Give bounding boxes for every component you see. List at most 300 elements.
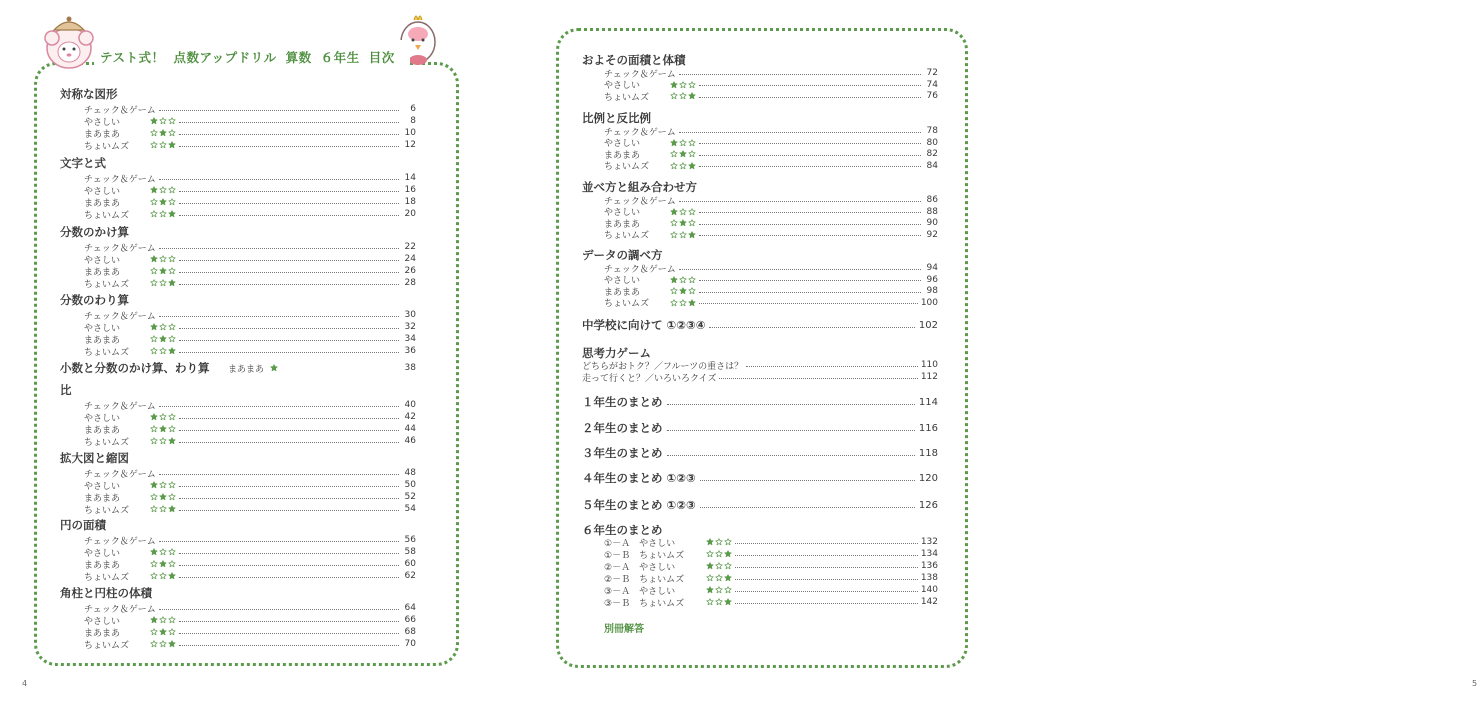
empty-flower-icon [150,560,158,568]
leader-dots [699,85,921,86]
section-title[interactable]: 拡大図と縮図 [60,451,129,465]
toc-row[interactable] [84,139,416,151]
leader-dots [179,191,399,192]
toc-row[interactable] [582,359,938,371]
leader-dots [667,404,915,405]
leader-dots [159,179,399,180]
empty-flower-icon [150,129,158,137]
leader-dots [667,430,915,431]
leader-dots [179,633,399,634]
toc-row[interactable] [582,371,938,383]
empty-flower-icon [159,505,167,513]
toc-row[interactable] [84,626,416,638]
leader-dots [699,235,921,236]
toc-row[interactable] [84,208,416,220]
empty-flower-icon [159,413,167,421]
toc-row[interactable] [84,115,416,127]
filled-flower-icon [670,276,678,284]
empty-flower-icon [150,347,158,355]
filled-flower-icon [168,141,176,149]
leader-dots [179,418,399,419]
difficulty-stars [670,139,696,147]
section-title[interactable]: 分数のわり算 [60,293,129,307]
leader-dots [179,486,399,487]
difficulty-stars [150,572,176,580]
leader-dots [746,366,918,367]
leader-dots [179,122,399,123]
toc-row[interactable] [228,362,416,374]
row-label: ３年生のまとめ [582,446,663,460]
page-ref: 70 [404,639,416,649]
leader-dots [179,272,399,273]
leader-dots [179,498,399,499]
page-ref: 116 [918,422,938,434]
toc-big-row[interactable] [582,497,938,513]
empty-flower-icon [159,255,167,263]
leader-dots [159,316,399,317]
leader-dots [179,645,399,646]
empty-flower-icon [150,210,158,218]
header-title-a: テスト式！ [100,50,165,65]
page-ref: 96 [926,274,938,285]
page-ref: 100 [920,297,938,308]
filled-flower-icon [168,572,176,580]
leader-dots [679,201,921,202]
page-ref: 92 [926,229,938,240]
empty-flower-icon [159,437,167,445]
page-ref: 80 [926,137,938,148]
section-title[interactable]: 円の面積 [60,518,106,532]
row-label: チェック＆ゲーム [84,243,156,254]
row-label: チェック＆ゲーム [604,264,676,275]
leader-dots [179,328,399,329]
row-label: まあまあ [84,493,121,504]
difficulty-stars [670,219,696,227]
section-title[interactable]: ６年生のまとめ [582,523,663,537]
row-label: ４年生のまとめ ①②③ [582,471,696,485]
page-ref: 46 [404,436,416,446]
filled-flower-icon [270,364,278,372]
empty-flower-icon [159,548,167,556]
page-ref: 114 [918,396,938,408]
row-label: やさしい [604,208,641,218]
empty-flower-icon [150,279,158,287]
page-ref: 22 [404,242,416,252]
toc-row[interactable] [84,172,416,184]
row-label: まあまあ [84,129,121,140]
page-ref: 88 [926,206,938,217]
row-label: やさしい [84,186,121,197]
row-label: まあまあ [604,287,641,298]
alpaca-mascot-icon [42,14,96,76]
page-ref: 142 [920,597,938,607]
toc-row[interactable] [84,277,416,289]
page-ref: 40 [404,400,416,410]
empty-flower-icon [168,255,176,263]
empty-flower-icon [168,628,176,636]
row-label: チェック＆ゲーム [84,536,156,547]
difficulty-stars [150,210,176,218]
leader-dots [735,603,918,604]
leader-dots [179,510,399,511]
toc-big-row[interactable] [582,445,938,461]
toc-big-row[interactable] [582,420,938,436]
empty-flower-icon [168,616,176,624]
row-label: ①－Ｂ ちょいムズ [604,550,685,561]
row-label: １年生のまとめ [582,395,663,409]
empty-flower-icon [150,505,158,513]
filled-flower-icon [706,586,714,594]
toc-row[interactable] [84,399,416,411]
empty-flower-icon [706,550,714,558]
row-label: ちょいムズ [604,231,650,241]
page-ref: 44 [404,424,416,434]
toc-row[interactable] [604,572,938,584]
page-ref: 126 [918,499,938,511]
section-title[interactable]: データの調べ方 [582,248,663,262]
empty-flower-icon [150,198,158,206]
page-ref: 102 [918,319,938,331]
leader-dots [179,284,399,285]
row-label: ①－Ａ やさしい [604,538,676,549]
difficulty-stars [150,437,176,445]
empty-flower-icon [679,276,687,284]
difficulty-stars [706,538,732,546]
empty-flower-icon [150,640,158,648]
empty-flower-icon [679,208,687,216]
empty-flower-icon [168,267,176,275]
filled-flower-icon [159,129,167,137]
toc-row[interactable] [84,479,416,491]
filled-flower-icon [150,481,158,489]
toc-row[interactable] [84,546,416,558]
empty-flower-icon [168,129,176,137]
page-ref: 134 [920,549,938,559]
row-label: チェック＆ゲーム [84,105,156,116]
leader-dots [179,553,399,554]
leader-dots [699,292,921,293]
page-ref: 112 [920,372,938,382]
page-ref: 6 [410,104,416,114]
empty-flower-icon [168,425,176,433]
empty-flower-icon [670,162,678,170]
page-ref: 16 [404,185,416,195]
page-ref: 74 [926,79,938,90]
leader-dots [699,280,921,281]
empty-flower-icon [670,287,678,295]
empty-flower-icon [150,437,158,445]
row-label: チェック＆ゲーム [604,69,676,80]
page-ref: 10 [404,128,416,138]
row-label: チェック＆ゲーム [84,311,156,322]
toc-row[interactable] [604,560,938,572]
filled-flower-icon [688,92,696,100]
difficulty-stars [150,141,176,149]
page-ref: 82 [926,149,938,159]
page-ref: 14 [404,173,416,183]
filled-flower-icon [688,299,696,307]
header-title-c: 算数 [285,50,312,65]
empty-flower-icon [168,323,176,331]
filled-flower-icon [670,139,678,147]
page-ref: 138 [920,573,938,583]
difficulty-stars [150,129,176,137]
filled-flower-icon [150,255,158,263]
toc-row[interactable] [84,423,416,435]
page-ref: 12 [404,140,416,150]
filled-flower-icon [150,323,158,331]
filled-flower-icon [724,574,732,582]
empty-flower-icon [150,572,158,580]
difficulty-stars [670,299,696,307]
empty-flower-icon [715,562,723,570]
difficulty-stars [150,267,176,275]
difficulty-stars [150,640,176,648]
section-title[interactable]: 角柱と円柱の体積 [60,586,152,600]
leader-dots [179,442,399,443]
toc-row[interactable] [84,265,416,277]
empty-flower-icon [150,335,158,343]
filled-flower-icon [159,560,167,568]
toc-big-row[interactable] [582,394,938,410]
difficulty-stars [150,628,176,636]
page-ref: 60 [404,559,416,569]
leader-dots [735,543,918,544]
filled-flower-icon [670,208,678,216]
empty-flower-icon [168,548,176,556]
section-title[interactable]: 比 [60,383,72,397]
toc-row[interactable] [84,435,416,447]
page-ref: 68 [404,627,416,637]
toc-row[interactable] [604,90,938,102]
row-label: ２年生のまとめ [582,421,663,435]
filled-flower-icon [159,493,167,501]
row-label: 中学校に向けて ①②③④ [582,318,706,332]
difficulty-stars [150,117,176,125]
toc-row[interactable] [84,321,416,333]
toc-row[interactable] [84,309,416,321]
empty-flower-icon [724,562,732,570]
row-label: まあまあ [604,150,641,161]
page-ref: 50 [404,480,416,490]
row-label: チェック＆ゲーム [604,127,676,138]
leader-dots [159,474,399,475]
empty-flower-icon [159,323,167,331]
page-ref: 54 [404,504,416,514]
empty-flower-icon [168,117,176,125]
toc-row[interactable] [84,196,416,208]
section-title[interactable]: 比例と反比例 [582,111,651,125]
filled-flower-icon [159,425,167,433]
header-title-e: 目次 [368,50,395,65]
leader-dots [699,155,921,156]
toc-row[interactable] [84,558,416,570]
row-label: まあまあ [84,335,121,346]
empty-flower-icon [168,481,176,489]
toc-row[interactable] [604,160,938,172]
difficulty-stars [706,598,732,606]
page-number-right: 5 [1472,679,1477,688]
toc-row[interactable] [604,229,938,241]
page-ref: 36 [404,346,416,356]
section-title[interactable]: 分数のかけ算 [60,225,129,239]
section-title[interactable]: 並べ方と組み合わせ方 [582,180,697,194]
leader-dots [679,74,921,75]
empty-flower-icon [159,186,167,194]
page-ref: 90 [926,218,938,228]
empty-flower-icon [679,162,687,170]
empty-flower-icon [679,231,687,239]
leader-dots [179,134,399,135]
toc-row[interactable] [84,491,416,503]
section-title[interactable]: 小数と分数のかけ算、わり算 [60,361,210,375]
filled-flower-icon [150,117,158,125]
empty-flower-icon [715,574,723,582]
leader-dots [700,507,915,508]
difficulty-stars [150,493,176,501]
filled-flower-icon [168,210,176,218]
page-ref: 32 [404,322,416,332]
leader-dots [179,352,399,353]
toc-row[interactable] [84,127,416,139]
difficulty-stars [150,323,176,331]
toc-row[interactable] [84,345,416,357]
row-label: まあまあ [604,219,641,230]
row-label: まあまあ [84,628,121,639]
toc-row[interactable] [604,548,938,560]
empty-flower-icon [159,481,167,489]
row-label: ５年生のまとめ ①②③ [582,498,696,512]
row-label: やさしい [84,413,121,424]
page-ref: 136 [920,561,938,571]
leader-dots [159,248,399,249]
filled-flower-icon [706,538,714,546]
row-label: やさしい [84,255,121,266]
filled-flower-icon [150,186,158,194]
row-label: やさしい [84,481,121,492]
toc-row[interactable] [84,411,416,423]
page-ref: 34 [404,334,416,344]
row-label: どちらがおトク？／フルーツの重さは？ [582,361,744,372]
difficulty-stars [150,425,176,433]
row-label: ちょいムズ [604,162,650,172]
difficulty-stars [150,255,176,263]
page-ref: 8 [410,116,416,126]
empty-flower-icon [670,150,678,158]
toc-row[interactable] [84,253,416,265]
toc-row[interactable] [84,241,416,253]
toc-row[interactable] [84,570,416,582]
page-ref: 66 [404,615,416,625]
filled-flower-icon [159,335,167,343]
toc-row[interactable] [604,536,938,548]
leader-dots [735,567,918,568]
empty-flower-icon [715,598,723,606]
empty-flower-icon [706,574,714,582]
empty-flower-icon [688,276,696,284]
filled-flower-icon [688,162,696,170]
toc-big-row[interactable] [582,470,938,486]
filled-flower-icon [679,287,687,295]
row-label: ちょいムズ [84,279,130,290]
row-label: やさしい [84,117,121,128]
section-title[interactable]: 対称な図形 [60,87,118,101]
row-label: チェック＆ゲーム [604,196,676,207]
toc-row[interactable] [84,503,416,515]
answer-label[interactable]: 別冊解答 [604,624,644,635]
page-ref: 76 [926,91,938,101]
difficulty-stars [670,162,696,170]
section-title[interactable]: 思考力ゲーム [582,346,651,360]
page-ref: 28 [404,278,416,288]
toc-row[interactable] [604,297,938,309]
leader-dots [735,555,918,556]
leader-dots [159,406,399,407]
row-label: チェック＆ゲーム [84,401,156,412]
row-label: やさしい [604,81,641,91]
toc-big-row[interactable] [582,317,938,333]
difficulty-stars [150,413,176,421]
page-ref: 72 [926,68,938,78]
empty-flower-icon [150,267,158,275]
page-ref: 86 [926,195,938,205]
filled-flower-icon [724,550,732,558]
leader-dots [700,480,915,481]
row-label: まあまあ [84,267,121,278]
leader-dots [159,609,399,610]
difficulty-stars [670,92,696,100]
toc-row[interactable] [604,596,938,608]
row-label: ちょいムズ [84,210,130,221]
empty-flower-icon [679,81,687,89]
page-ref: 132 [920,537,938,547]
empty-flower-icon [715,586,723,594]
page-ref: 56 [404,535,416,545]
section-title[interactable]: およその面積と体積 [582,53,686,67]
filled-flower-icon [150,413,158,421]
leader-dots [699,224,921,225]
difficulty-stars [670,231,696,239]
section-title[interactable]: 文字と式 [60,156,106,170]
empty-flower-icon [159,141,167,149]
filled-flower-icon [150,616,158,624]
difficulty-stars [706,586,732,594]
toc-row[interactable] [84,467,416,479]
toc-row[interactable] [84,103,416,115]
empty-flower-icon [706,598,714,606]
page-ref: 118 [918,447,938,459]
toc-row[interactable] [84,333,416,345]
toc-row[interactable] [84,614,416,626]
page-ref: 30 [404,310,416,320]
toc-row[interactable] [84,534,416,546]
leader-dots [179,260,399,261]
toc-row[interactable] [604,584,938,596]
page-ref: 24 [404,254,416,264]
toc-row[interactable] [84,184,416,196]
row-label: まあまあ [84,560,121,571]
filled-flower-icon [688,231,696,239]
page-ref: 64 [404,603,416,613]
empty-flower-icon [670,299,678,307]
header-title-b: 点数アップドリル [173,50,277,65]
toc-row[interactable] [84,602,416,614]
difficulty-stars [670,208,696,216]
empty-flower-icon [715,538,723,546]
row-label: まあまあ [228,364,265,375]
toc-row[interactable] [84,638,416,650]
difficulty-stars [270,364,278,372]
